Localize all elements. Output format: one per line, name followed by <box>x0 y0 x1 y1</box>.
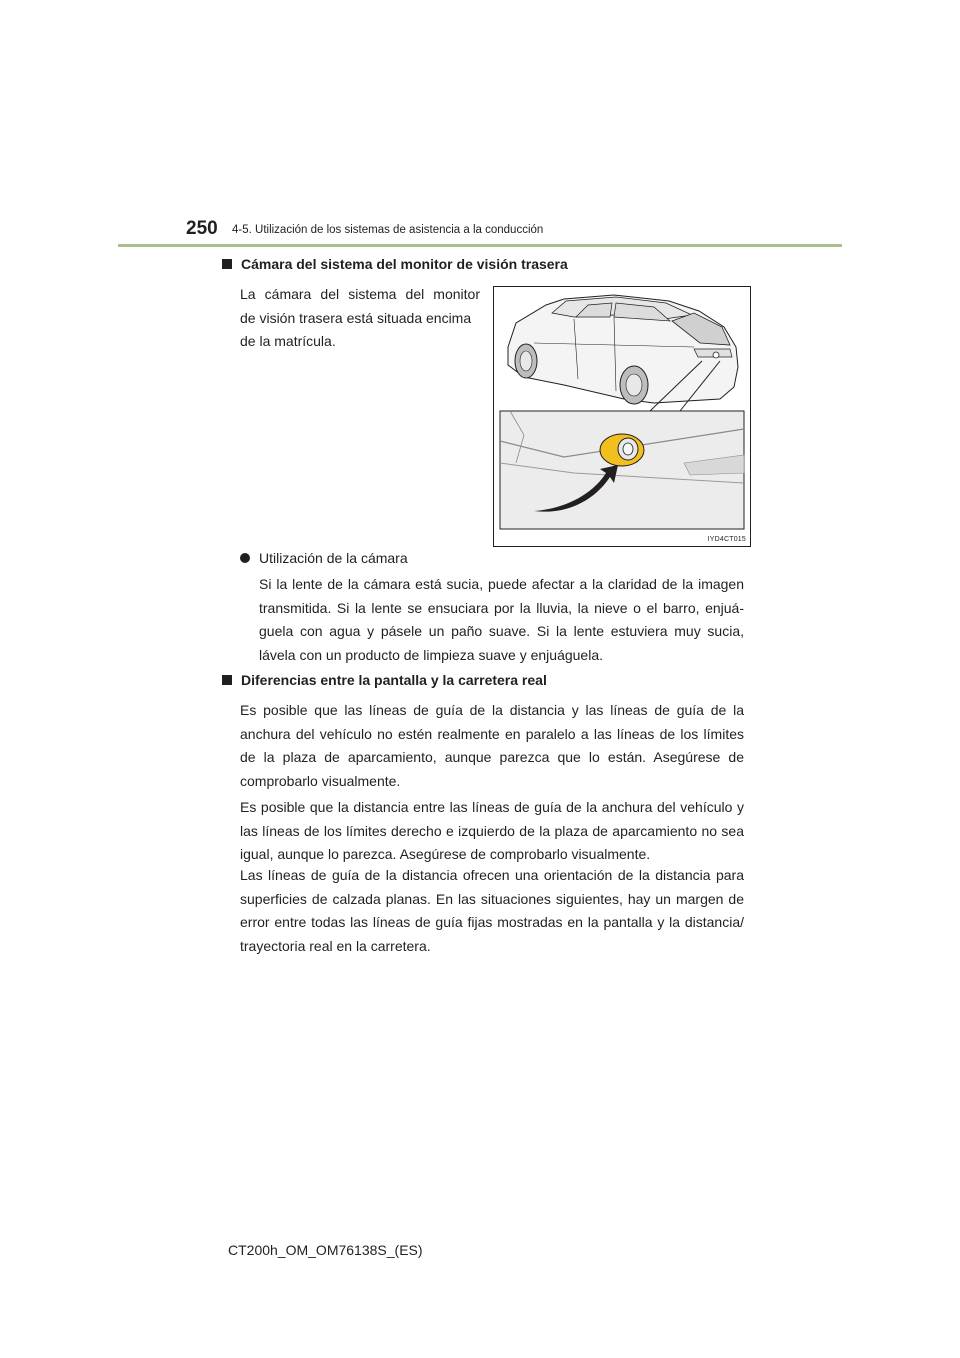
camera-intro-line: de la matrícula. <box>240 333 336 349</box>
differences-heading <box>222 672 547 688</box>
usage-paragraph: Si la lente de la cámara está sucia, puede afectar a la claridad de la imagen transmitida. Si la lente se ensuciara por la lluvia, la nieve o el barro, enjuá-guela con agua y pásele un paño suave. Si la lente estuviera muy sucia, lávela con un producto de limpieza suave y enjuáguela. <box>259 576 744 663</box>
differences-paragraph: Las líneas de guía de la distancia ofrecen una orientación de la distancia para superficies de calzada planas. En las situaciones siguientes, hay un margen de error entre todas las líneas de guía fijas mostradas en la pantalla y la distancia/ trayectoria real en la carretera. <box>240 867 744 954</box>
camera-heading-text: Cámara del sistema del monitor de visión trasera <box>241 256 568 272</box>
camera-heading <box>222 256 568 272</box>
camera-intro <box>240 283 480 354</box>
footer-doc-code: CT200h_OM_OM76138S_(ES) <box>228 1242 423 1258</box>
usage-bullet <box>240 550 408 566</box>
differences-heading-text: Diferencias entre la pantalla y la carretera real <box>241 672 547 688</box>
car-rear-camera-drawing <box>494 287 750 546</box>
square-bullet-icon <box>222 259 232 269</box>
camera-location-illustration <box>493 286 751 547</box>
camera-intro-line: de visión trasera está situada encima <box>240 309 472 326</box>
square-bullet-icon <box>222 675 232 685</box>
header-rule <box>118 244 842 247</box>
figure-code: IYD4CT015 <box>707 536 746 543</box>
page-number: 250 <box>186 218 218 239</box>
differences-paragraph: Es posible que la distancia entre las líneas de guía de la anchura del vehículo y las líneas de los límites derecho e izquierdo de la plaza de aparcamiento no sea igual, aunque lo parezca. Asegúrese de comprobarlo visualmente. <box>240 799 744 862</box>
section-header: 4-5. Utilización de los sistemas de asistencia a la conducción <box>232 224 544 236</box>
round-bullet-icon <box>240 553 250 563</box>
camera-intro-line: La cámara del sistema del monitor <box>240 286 480 302</box>
usage-bullet-text: Utilización de la cámara <box>259 550 408 566</box>
differences-paragraph: Es posible que las líneas de guía de la distancia y las líneas de guía de la anchura del vehículo no estén realmente en paralelo a las líneas de los límites de la plaza de aparcamiento, aunque parezca que lo están. Asegúrese de comprobarlo visualmente. <box>240 702 744 789</box>
